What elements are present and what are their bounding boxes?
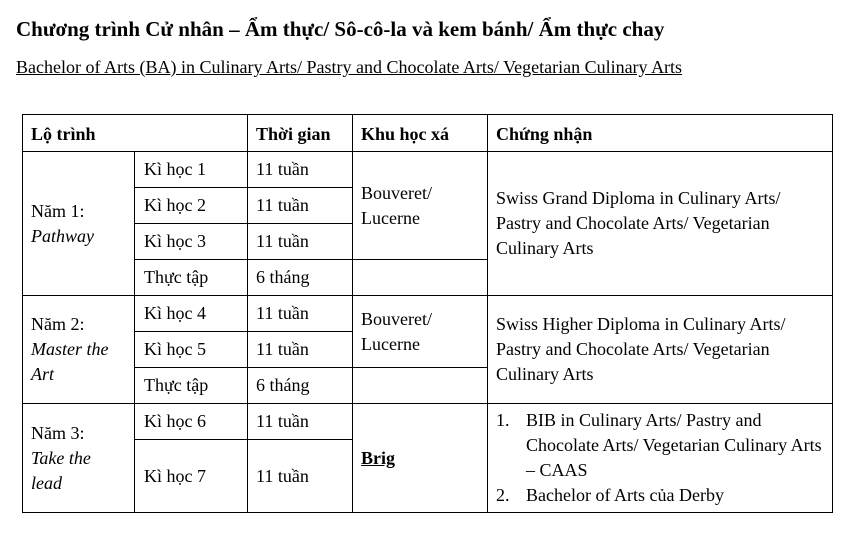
- year1-cell: [23, 152, 135, 296]
- duration-cell: 11 tuần: [248, 224, 353, 260]
- certificate-text: Bachelor of Arts của Derby: [526, 485, 724, 505]
- duration-cell: 11 tuần: [248, 440, 353, 513]
- term-cell: Kì học 4: [135, 296, 248, 332]
- term-cell: Thực tập: [135, 368, 248, 404]
- empty-campus-cell: [353, 260, 488, 296]
- term-cell: Kì học 6: [135, 404, 248, 440]
- header-route: Lộ trình: [23, 115, 248, 152]
- table-row: [23, 404, 833, 440]
- year3-campus-cell: [353, 404, 488, 513]
- year3-campus: Brig: [361, 447, 396, 468]
- year3-subtitle: Take the lead: [31, 447, 91, 493]
- term-cell: Kì học 1: [135, 152, 248, 188]
- year2-name: Năm 2:: [31, 314, 85, 334]
- term-cell: Kì học 7: [135, 440, 248, 513]
- term-cell: Kì học 5: [135, 332, 248, 368]
- term-cell: Kì học 2: [135, 188, 248, 224]
- year1-campus: Bouveret/ Lucerne: [353, 152, 488, 260]
- year2-certificate: Swiss Higher Diploma in Culinary Arts/ Pastry and Chocolate Arts/ Vegetarian Culinary Arts: [488, 296, 833, 404]
- header-certificate: Chứng nhận: [488, 115, 833, 152]
- duration-cell: 6 tháng: [248, 368, 353, 404]
- duration-cell: 11 tuần: [248, 332, 353, 368]
- year1-name: Năm 1:: [31, 200, 85, 221]
- document-title: Chương trình Cử nhân – Ẩm thực/ Sô-cô-la và kem bánh/ Ẩm thực chay: [16, 17, 665, 41]
- duration-cell: 11 tuần: [248, 296, 353, 332]
- year2-subtitle: Master the Art: [31, 339, 109, 384]
- list-number: 1.: [496, 410, 510, 430]
- year2-cell: [23, 296, 135, 404]
- certificate-list: [496, 408, 824, 508]
- table-header-row: [23, 115, 833, 152]
- table-row: [23, 152, 833, 188]
- year1-subtitle: Pathway: [31, 225, 94, 246]
- duration-cell: 11 tuần: [248, 404, 353, 440]
- list-item: [496, 483, 824, 508]
- year1-certificate: Swiss Grand Diploma in Culinary Arts/ Pastry and Chocolate Arts/ Vegetarian Culinary Arts: [488, 152, 833, 296]
- year3-name: Năm 3:: [31, 422, 85, 443]
- table-row: [23, 296, 833, 332]
- header-campus: Khu học xá: [353, 115, 488, 152]
- term-cell: Kì học 3: [135, 224, 248, 260]
- header-duration: Thời gian: [248, 115, 353, 152]
- duration-cell: 11 tuần: [248, 188, 353, 224]
- duration-cell: 6 tháng: [248, 260, 353, 296]
- term-cell: Thực tập: [135, 260, 248, 296]
- year3-cell: [23, 404, 135, 513]
- document-subtitle: Bachelor of Arts (BA) in Culinary Arts/ Pastry and Chocolate Arts/ Vegetarian Culinary Arts: [16, 57, 683, 77]
- year2-campus: Bouveret/ Lucerne: [353, 296, 488, 368]
- duration-cell: 11 tuần: [248, 152, 353, 188]
- list-number: 2.: [496, 485, 510, 505]
- empty-campus-cell: [353, 368, 488, 404]
- year3-certificate: [488, 404, 833, 513]
- certificate-text: BIB in Culinary Arts/ Pastry and Chocolate Arts/ Vegetarian Culinary Arts – CAAS: [526, 410, 822, 480]
- list-item: [496, 408, 824, 483]
- program-table: [22, 114, 833, 513]
